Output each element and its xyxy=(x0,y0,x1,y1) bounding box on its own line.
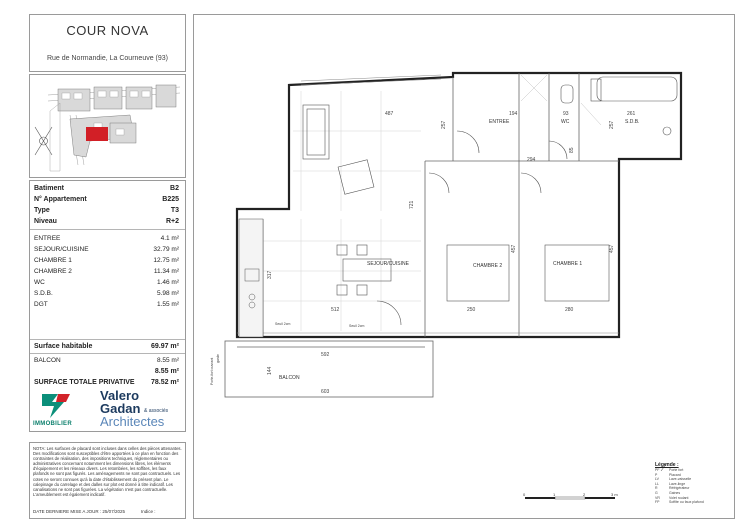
legend-title: Légende : xyxy=(655,462,679,468)
room-label-chambre2: CHAMBRE 2 xyxy=(473,263,503,269)
surface-habitable-row: Surface habitable 69.97 m² xyxy=(34,343,179,350)
legend-item: LL Lave-linge xyxy=(655,481,686,486)
notes-box xyxy=(29,442,186,519)
project-address: Rue de Normandie, La Courneuve (93) xyxy=(46,55,168,62)
revision-index: Indice : xyxy=(141,509,156,514)
room-label-sejour: SEJOUR/CUISINE xyxy=(367,261,409,267)
dim-250: 250 xyxy=(467,307,476,313)
legend-item: P Placard xyxy=(655,472,681,477)
room-label-entree: ENTREE xyxy=(489,119,510,125)
info-row-appartement: N° Appartement B225 xyxy=(34,196,179,203)
logos xyxy=(29,388,186,438)
dim-487: 487 xyxy=(385,111,394,117)
room-row-wc: WC 1.46 m² xyxy=(34,279,179,286)
dim-457a: 457 xyxy=(511,244,517,253)
floor-plan-drawing xyxy=(194,15,734,518)
surface-totale-row: SURFACE TOTALE PRIVATIVE 78.52 m² xyxy=(34,379,179,386)
dim-592: 592 xyxy=(321,352,330,358)
balcon-row: BALCON 8.55 m² xyxy=(34,357,179,364)
dim-257b: 257 xyxy=(609,120,615,129)
seuil-note-2: Seuil 2cm xyxy=(349,324,365,328)
room-row-dgt: DGT 1.55 m² xyxy=(34,301,179,308)
dim-317: 317 xyxy=(267,270,273,279)
legal-notes: NOTA: Les surfaces de placard sont incluses dans celles des pièces attenantes. Des modifications sont susceptibles d'être apportées à ce plan en fonction des contraintes de réalisation, des impositions techniques, réglementaires ou administratives concernant notamment les dimensions libres, les éléments d'équipement et les réseaux divers. Les retombées, les soffites, les faux plafonds ne sont pas figurés. Les aménagements ne sont pas contractuels. Les cotes ne seront connues qu'à la date d'établissement du présent plan. Le calepinage du carrelage et des dalles sur plot est donné à titre indicatif. Les canalisations ne sont pas figurées. La végétation n'est pas contractuelle. L'ameublement est également indicatif. xyxy=(33,446,182,497)
dim-603: 603 xyxy=(321,389,330,395)
dim-280: 280 xyxy=(565,307,574,313)
dim-261: 261 xyxy=(627,111,636,117)
credit-agricole-logo xyxy=(36,390,74,420)
seuil-note-1: Seuil 2cm xyxy=(275,322,291,326)
scale-tick-1: 1 xyxy=(553,493,556,497)
info-column xyxy=(29,14,186,519)
scale-tick-0: 0 xyxy=(523,493,526,497)
legend-item: VR Volet roulant xyxy=(655,495,689,500)
info-row-niveau: Niveau R+2 xyxy=(34,218,179,225)
room-row-entree: ENTREE 4.1 m² xyxy=(34,235,179,242)
room-label-sdb: S.D.B. xyxy=(625,119,640,125)
dim-721: 721 xyxy=(409,200,415,209)
architect-logo-line1: Valero xyxy=(100,388,140,403)
dim-194: 194 xyxy=(509,111,518,117)
dim-257a: 257 xyxy=(441,120,447,129)
apartment-highlight xyxy=(86,127,108,141)
title-box xyxy=(29,14,186,72)
architect-logo-line2: Gadan xyxy=(100,401,141,416)
room-label-chambre1: CHAMBRE 1 xyxy=(553,261,583,267)
scale-tick-2: 2 xyxy=(583,493,586,497)
update-date: DATE DERNIERE MISE A JOUR : 25/07/2025 xyxy=(33,509,125,514)
room-row-chambre2: CHAMBRE 2 11.34 m² xyxy=(34,268,179,275)
room-label-wc: WC xyxy=(561,119,570,125)
site-plan-drawing xyxy=(30,75,185,177)
room-row-sejour: SEJOUR/CUISINE 32.79 m² xyxy=(34,246,179,253)
room-label-balcon: BALCON xyxy=(279,375,300,381)
legend-item: FP Soffite ou faux plafond xyxy=(655,500,704,505)
architect-logo-line3: Architectes xyxy=(100,414,165,429)
legend-item: R Réfrigérateur xyxy=(655,486,690,491)
legend xyxy=(655,462,725,505)
legend-item: PF Porte fort xyxy=(655,468,684,472)
legend-item: G Gaines xyxy=(655,490,681,495)
ca-subtitle: IMMOBILIER xyxy=(33,421,72,427)
dim-144: 144 xyxy=(267,366,273,375)
annex-total-row: 8.55 m² xyxy=(154,368,179,375)
floor-plan-frame xyxy=(193,14,735,519)
compass-icon xyxy=(35,127,52,155)
dim-85: 85 xyxy=(569,147,575,153)
dim-512: 512 xyxy=(331,307,340,313)
scale-bar xyxy=(523,493,643,503)
dim-93: 93 xyxy=(563,111,569,117)
garde-note-1: Porte-fort ouvrant xyxy=(210,357,214,385)
garde-note-2: garde xyxy=(216,354,220,363)
info-row-type: Type T3 xyxy=(34,207,179,214)
scale-tick-3: 3 m xyxy=(611,493,618,497)
dim-294: 294 xyxy=(527,157,536,163)
location-map xyxy=(29,74,186,178)
info-row-batiment: Batiment B2 xyxy=(34,185,179,192)
legend-item: LV Lave-vaisselle xyxy=(655,477,692,482)
room-row-chambre1: CHAMBRE 1 12.75 m² xyxy=(34,257,179,264)
architect-logo-amp: & associés xyxy=(144,408,169,414)
dim-457b: 457 xyxy=(609,244,615,253)
project-title: COUR NOVA xyxy=(66,23,149,38)
room-row-sdb: S.D.B. 5.98 m² xyxy=(34,290,179,297)
